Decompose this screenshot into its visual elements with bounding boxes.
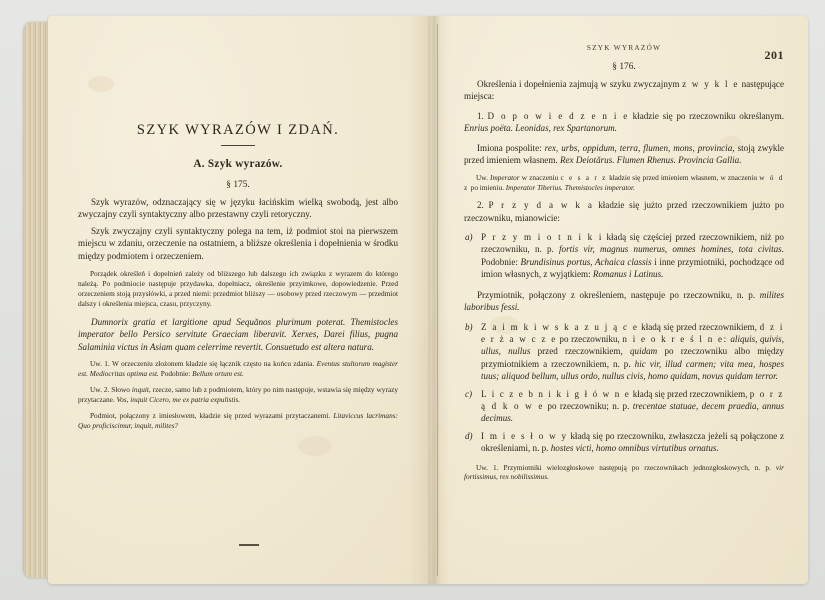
point-2-number: 2. [477, 200, 484, 211]
item-text-b: po rzeczowniku, [559, 333, 620, 344]
item-text-d: po rzeczowniku albo między przymiotnikiem a rzeczownikiem, n. p. [481, 346, 784, 369]
remark-text-b: kładzie się przed imieniem własnem, w znaczeniu [609, 173, 758, 183]
point-2-text: kładzie się jużto przed rzeczownikiem jużto po rzeczowniku, mianowicie: [464, 200, 785, 223]
remark-italic-a: Imperator [490, 173, 520, 183]
item-italic-a: hostes victi, homo omnibus virtutibus ornatus. [550, 443, 719, 454]
page-title: SZYK WYRAZÓW I ZDAŃ. [136, 122, 340, 138]
item-italic-c: hic vir, illud carmen; vita mea, hospes tuus; aliquod bellum, ullus ordo, nullus civis, homo quidam, novus quidam terror. [481, 358, 784, 382]
item-spaced: P r z y m i o t n i k i [481, 232, 603, 243]
remark-3-text: Podmiot, połączony z imiesłowem, kładzie się przed wyrazami przytaczanemi. [90, 411, 331, 421]
item-marker: c) [465, 388, 473, 399]
item-text-b: po rzeczowniku; n. p. [547, 400, 630, 411]
item-text-a: kładą się po rzeczowniku, zwłaszcza jeżeli są połączone z określeniami, n. p. [481, 430, 785, 454]
remark-label: Uw. [476, 173, 488, 183]
common-nouns-italic-b: Rex Deiotărus. Flumen Rhenus. Provincia Gallia. [559, 155, 742, 166]
item-italic-b: quidam [629, 346, 658, 357]
final-remark [464, 463, 784, 483]
common-nouns-italic-a: rex, urbs, oppidum, terra, flumen, mons, provincia, [544, 142, 735, 153]
paragraph: Szyk zwyczajny czyli syntaktyczny polega na tem, iż podmiot stoi na pierwszem miejscu w zdaniu, orzeczenie na ostatniem, a bliższe określenia i dopełnienia w środku między podmiotem i orzeczeniem. [78, 225, 398, 261]
final-remark-italic: vir fortissimus, rex nobilissimus. [464, 462, 784, 482]
item-text-a: kładą się przed rzeczownikiem, [632, 388, 748, 399]
remark-2-label: Uw. 2. [90, 385, 110, 395]
point-1-number: 1. [477, 110, 484, 121]
point-2-spaced: P r z y d a w k a [488, 200, 594, 211]
common-nouns [464, 142, 784, 167]
point-1-latin: Enrius poëta. Leonidas, rex Spartanorum. [464, 123, 617, 134]
item-italic-c: Romanus i Latinus. [592, 269, 664, 280]
running-head: SZYK WYRAZÓW [586, 44, 662, 52]
remark-3 [78, 411, 398, 431]
open-book [12, 10, 812, 590]
remark-2-italic-a: inquit, [131, 385, 151, 395]
remark-1-label: Uw. 1. [90, 359, 110, 369]
paper-stain [298, 436, 332, 456]
remark-imperator [464, 173, 784, 193]
item-italic-b: Brundisinus portus, Achaica classis [520, 256, 652, 267]
point-1 [464, 110, 784, 135]
item-marker: d) [465, 430, 473, 441]
remark-1-tail: Podobnie: [160, 369, 191, 379]
point-2 [464, 199, 784, 224]
item-text-c: przed rzeczownikiem, [537, 346, 623, 357]
item-spaced: I m i e s ł o w y [481, 430, 568, 441]
note-word-order: Porządek określeń i dopełnień zależy od bliższego lub dalszego ich związku z wyrazem do którego należą. Po podmiocie następuje przydawka, dopełniacz, określenie przyimkowe, dopowiedzenie. Przed orzeczeniem stoją przysłówki, a przed niemi: przedmiot bliższy — osobowy przed rzeczowym — przedmiot dalszy i określenia miejsca, czasu, przyczyny. [78, 269, 398, 308]
remark-2 [78, 385, 398, 405]
item-spaced-b: p o r z ą d k o w e [481, 388, 784, 411]
remark-italic-b: Imperator Tiberius. Themistocles imperator. [505, 183, 635, 193]
remark-1-latin-b: Bellum ortum est. [192, 369, 244, 379]
list-item [464, 321, 784, 383]
common-nouns-text: stoją zwykle przed imieniem własnem. [464, 142, 785, 166]
paragraph: Szyk wyrazów, odznaczający się w języku łacińskim wielką swobodą, jest albo zwyczajny czyli syntaktyczny albo przestawny czyli retoryczny. [78, 197, 398, 220]
item-italic-a: trecentae statuae, decem praedia, annus decimus. [481, 400, 784, 424]
intro-spaced: z w y k l e [682, 79, 739, 89]
intro-paragraph: Określenia i dopełnienia zajmują w szyku zwyczajnym z w y k l e następujące miejsca: [464, 79, 785, 102]
list-item [464, 430, 784, 455]
item-text-a: kładą się częściej przed rzeczownikiem, niż po rzeczowniku, n. p. [481, 232, 784, 255]
page-subtitle: A. Szyk wyrazów. [193, 158, 283, 170]
item-spaced-c: n i e o k r e ś l n e: [622, 333, 728, 344]
book-gutter-line [437, 24, 438, 576]
section-number: § 176. [612, 62, 636, 72]
remark-2-text-a: Słowo [111, 385, 130, 395]
remark-1 [78, 359, 398, 379]
left-page-content [78, 40, 398, 434]
final-remark-label: Uw. 1. [476, 462, 499, 472]
remark-1-latin-a: Eventus stultorum magister est. Mediocritas optima est. [78, 359, 399, 379]
item-italic-a: aliquis, quivis, ullus, nullus [481, 333, 784, 357]
item-text-a: kładą się przed rzeczownikiem, [641, 321, 757, 332]
right-page-content [464, 28, 784, 485]
remark-3-latin: Litaviccus lacrimans: Quo proficiscimur, inquit, milites? [78, 411, 398, 430]
mid-note-italic: milites laboribus fessi. [464, 289, 784, 313]
remark-spaced-b: w ó d z [464, 173, 785, 193]
remark-1-text: W orzeczeniu złożonem kładzie się łącznik często na końcu zdania. [112, 359, 315, 369]
point-1-text: kładzie się po rzeczowniku określanym. [632, 110, 785, 121]
remark-spaced-a: c e s a r z [560, 173, 607, 183]
item-spaced: Z a i m k i w s k a z u j ą c e [481, 321, 639, 332]
section-number: § 175. [226, 180, 250, 190]
final-remark-text: Przymiotniki wielozgłoskowe następują po rzeczownikach jednozgłoskowych, n. p. [503, 462, 771, 472]
mid-note-text: Przymiotnik, połączony z określeniem, następuje po rzeczowniku, n. p. [477, 289, 756, 300]
item-spaced-b: d z i e r ż a w c z e [481, 321, 784, 344]
common-nouns-lead: Imiona pospolite: [477, 142, 542, 153]
point-1-spaced: D o p o w i e d z e n i e [487, 110, 629, 121]
list-item [464, 388, 784, 425]
title-rule [221, 145, 255, 146]
latin-example: Dumnorix gratia et largitione apud Sequănos plurimum poterat. Themistocles imperator bello Persico servitute Graeciam liberavit. Xerxes, Darei filius, pugna Salaminia victus in Asiam quam celerrime revertit. Consuetudo est altera natura. [78, 316, 398, 352]
item-text-c: i inne przymiotniki, pochodzące od imion własnych, z wyjątkiem: [481, 256, 784, 280]
item-marker: b) [465, 321, 473, 332]
item-marker: a) [465, 232, 473, 243]
remark-2-latin: Vos, inquit Cicero, me ex patria expulistis. [116, 395, 241, 405]
remark-2-text-b: rzecze, samo lub z podmiotem, który po nim następuje, wstawia się między wyrazy przytaczane. [78, 385, 399, 405]
remark-text-a: w znaczeniu [521, 173, 559, 183]
item-text-b: Podobnie: [481, 256, 518, 267]
list-item [464, 231, 784, 281]
item-italic-a: fortis vir, magnus numerus, omnes homines, tota civitas. [559, 244, 784, 255]
page-ornament [239, 544, 259, 547]
remark-text-c: po imieniu. [470, 183, 504, 193]
mid-note [464, 289, 784, 314]
page-number: 201 [764, 48, 784, 62]
item-spaced: L i c z e b n i k i g ł ó w n e [481, 388, 631, 399]
